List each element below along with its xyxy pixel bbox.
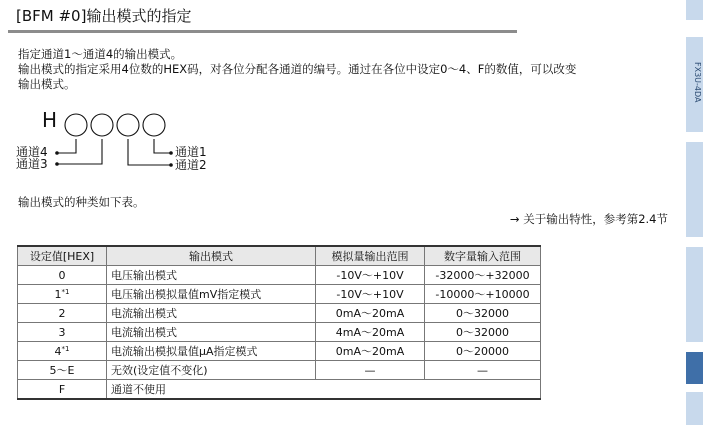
footnote-mark: *1 (61, 344, 70, 353)
cell-digital: — (425, 361, 541, 380)
cell-mode: 电流输出模式 (107, 323, 316, 342)
cell-analog: -10V～+10V (316, 266, 425, 285)
table-row (18, 285, 541, 304)
channel-3-label: 通道3 (16, 157, 48, 171)
table-row (18, 323, 541, 342)
table-row (18, 361, 541, 380)
channel-1-label: 通道1 (175, 145, 207, 159)
cell-digital: 0～32000 (425, 304, 541, 323)
cell-value: F (18, 380, 107, 400)
cell-value: 0 (18, 266, 107, 285)
intro-line-2: 输出模式的指定采用4位数的HEX码，对各位分配各通道的编号。通过在各位中设定0～4、F的数值，可以改变 (18, 62, 577, 76)
table-row (18, 304, 541, 323)
cell-mode: 电压输出模式 (107, 266, 316, 285)
cell-analog: 0mA～20mA (316, 342, 425, 361)
cell-value: 3 (18, 323, 107, 342)
table-row (18, 380, 541, 400)
table-header-row (18, 246, 541, 266)
cell-mode: 电压输出模拟量值mV指定模式 (107, 285, 316, 304)
cell-mode: 通道不使用 (107, 380, 541, 400)
intro-line-3: 输出模式。 (18, 77, 76, 91)
side-tab-label: FX3U-4DA (693, 62, 702, 103)
cell-analog: — (316, 361, 425, 380)
cell-digital: 0～20000 (425, 342, 541, 361)
cell-analog: -10V～+10V (316, 285, 425, 304)
header-digital-range: 数字量输入范围 (425, 246, 541, 266)
reference-link[interactable]: → 关于输出特性，参考第2.4节 (509, 212, 668, 226)
cell-analog: 0mA～20mA (316, 304, 425, 323)
cell-digital: -10000～+10000 (425, 285, 541, 304)
channel-4-label: 通道4 (16, 145, 48, 159)
heading-underline (8, 30, 517, 33)
cell-mode: 无效(设定值不变化) (107, 361, 316, 380)
side-tab[interactable] (686, 0, 703, 20)
section-heading: [BFM #0]输出模式的指定 (16, 7, 192, 25)
table-row (18, 342, 541, 361)
cell-mode: 电流输出模拟量值μA指定模式 (107, 342, 316, 361)
table-intro: 输出模式的种类如下表。 (18, 195, 145, 209)
cell-mode: 电流输出模式 (107, 304, 316, 323)
cell-value: 1$^{*1}$ (18, 285, 107, 304)
header-analog-range: 模拟量输出范围 (316, 246, 425, 266)
channel-2-label: 通道2 (175, 158, 207, 172)
side-tab[interactable] (686, 392, 703, 425)
side-tab[interactable] (686, 142, 703, 237)
output-mode-table (17, 245, 541, 400)
cell-value: 4$^{*1}$ (18, 342, 107, 361)
cell-value: 2 (18, 304, 107, 323)
side-tab-active[interactable] (686, 352, 703, 384)
footnote-mark: *1 (61, 287, 70, 296)
cell-analog: 4mA～20mA (316, 323, 425, 342)
header-output-mode: 输出模式 (107, 246, 316, 266)
intro-line-1: 指定通道1～通道4的输出模式。 (18, 47, 183, 61)
cell-value: 5～E (18, 361, 107, 380)
cell-digital: -32000～+32000 (425, 266, 541, 285)
cell-digital: 0～32000 (425, 323, 541, 342)
channel-assignment-diagram (16, 108, 246, 181)
side-tab[interactable] (686, 247, 703, 342)
hex-prefix: H (42, 108, 58, 132)
table-row (18, 266, 541, 285)
header-setting-value: 设定值[HEX] (18, 246, 107, 266)
